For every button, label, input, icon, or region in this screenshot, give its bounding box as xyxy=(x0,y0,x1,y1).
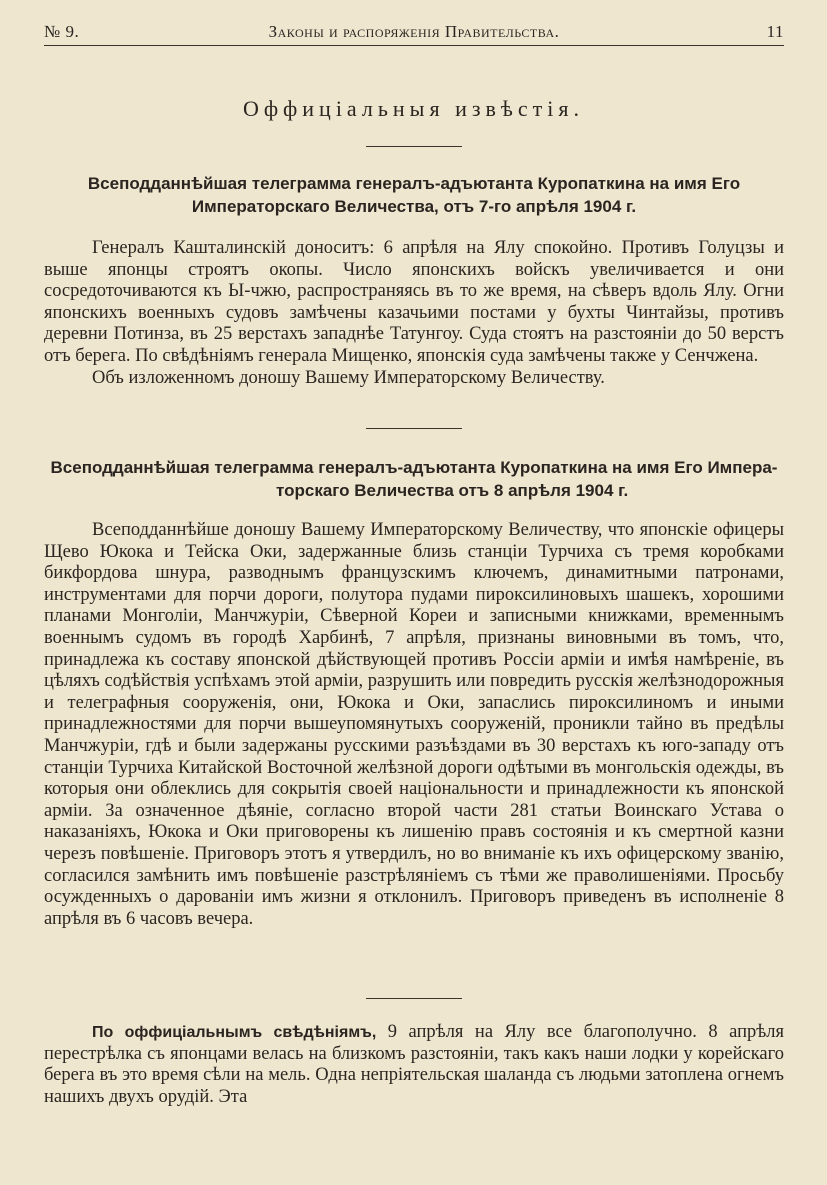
telegram-1-heading xyxy=(44,172,784,218)
official-news-paragraph xyxy=(44,1022,784,1108)
official-news-lead: По оффиціальнымъ свѣдѣніямъ, xyxy=(92,1024,377,1041)
telegram-2-heading xyxy=(44,456,784,502)
telegram-1-body xyxy=(44,238,784,389)
header-rule xyxy=(44,45,784,46)
official-news-text: 9 апрѣля на Ялу все благополучно. 8 апрѣля перестрѣлка съ японцами велась на близкомъ разстояніи, такъ какъ наши лодки у корейскаго берега въ это время сѣли на мель. Одна непріятельская шаланда съ людьми затоплена огнемъ нашихъ двухъ орудій. Эта xyxy=(44,1022,785,1107)
telegram-1-heading-line-1: Всеподданнѣйшая телеграмма генералъ-адъютанта Куропаткина на имя Его xyxy=(87,174,741,193)
telegram-2-heading-line-2: торскаго Величества отъ 8 апрѣля 1904 г. xyxy=(276,481,629,500)
running-title: Законы и распоряженія Правительства. xyxy=(268,22,560,41)
telegram-1-heading-line-2: Императорскаго Величества, отъ 7-го апрѣля 1904 г. xyxy=(191,197,637,216)
telegram-1-paragraph-1: Генералъ Кашталинскій доноситъ: 6 апрѣля на Ялу спокойно. Противъ Голуцзы и выше японцы строятъ окопы. Число японскихъ войскъ увеличивается и они сосредоточиваются къ Ы-чжю, распространяясь въ то же время, на сѣверъ вдоль Ялу. Огни японскихъ военныхъ судовъ замѣчены казачьими постами у бухты Чинтайзы, противъ деревни Потинза, въ 25 верстахъ западнѣе Татунгоу. Суда стоятъ на разстояніи до 50 верстъ отъ берега. По свѣдѣніямъ генерала Мищенко, японскія суда замѣчены также у Сенчжена. xyxy=(44,238,784,366)
divider xyxy=(366,146,462,147)
official-news-body xyxy=(44,1022,784,1108)
page-number: 11 xyxy=(766,22,784,41)
telegram-2-body xyxy=(44,520,784,930)
running-header xyxy=(44,18,784,48)
section-title: Оффиціальныя извѣстія. xyxy=(243,96,584,121)
divider xyxy=(366,428,462,429)
telegram-2-paragraph-1: Всеподданнѣйше доношу Вашему Императорскому Величеству, что японскіе офицеры Щево Юкока и Тейска Оки, задержанные близь станціи Турчиха съ тремя коробками бикфордова шнура, разводнымъ французскимъ ключемъ, динамитными патронами, инструментами для порчи дороги, полутора пудами пироксилиновыхъ шашекъ, хорошими планами Монголіи, Манчжуріи, Сѣверной Кореи и записными книжками, временнымъ военнымъ судомъ въ городѣ Харбинѣ, 7 апрѣля, признаны виновными въ томъ, что, принадлежа къ составу японской дѣйствующей противъ Россіи арміи и имѣя намѣреніе, въ цѣляхъ содѣйствія успѣхамъ этой арміи, разрушить или повредить русскія желѣзнодорожныя и телеграфныя сооруженія, они, Юкока и Оки, запаслись пироксилиномъ и иными принадлежностями для порчи вышеупомянутыхъ сооруженій, проникли тайно въ предѣлы Манчжуріи, гдѣ и были задержаны русскими разъѣздами въ 30 верстахъ къ юго-западу отъ станціи Турчиха Китайской Восточной желѣзной дороги одѣтыми въ монгольскія одежды, въ которыя они облеклись для сокрытія своей національности и принадлежности къ японской арміи. За означенное дѣяніе, согласно второй части 281 статьи Воинскаго Устава о наказаніяхъ, Юкока и Оки приговорены къ лишенію правъ состоянія и къ смертной казни черезъ повѣшеніе. Приговоръ этотъ я утвердилъ, но во вниманіе къ ихъ офицерскому званію, согласился замѣнить имъ повѣшеніе разстрѣляніемъ съ тѣми же праволишеніями. Просьбу осужденныхъ о дарованіи имъ жизни я отклонилъ. Приговоръ приведенъ въ исполненіе 8 апрѣля въ 6 часовъ вечера. xyxy=(44,520,784,929)
telegram-1-paragraph-2: Объ изложенномъ доношу Вашему Императорскому Величеству. xyxy=(92,367,605,388)
telegram-2-heading-line-1: Всеподданнѣйшая телеграмма генералъ-адъютанта Куропаткина на имя Его Импера- xyxy=(50,458,778,477)
divider xyxy=(366,998,462,999)
issue-number: № 9. xyxy=(44,22,80,41)
